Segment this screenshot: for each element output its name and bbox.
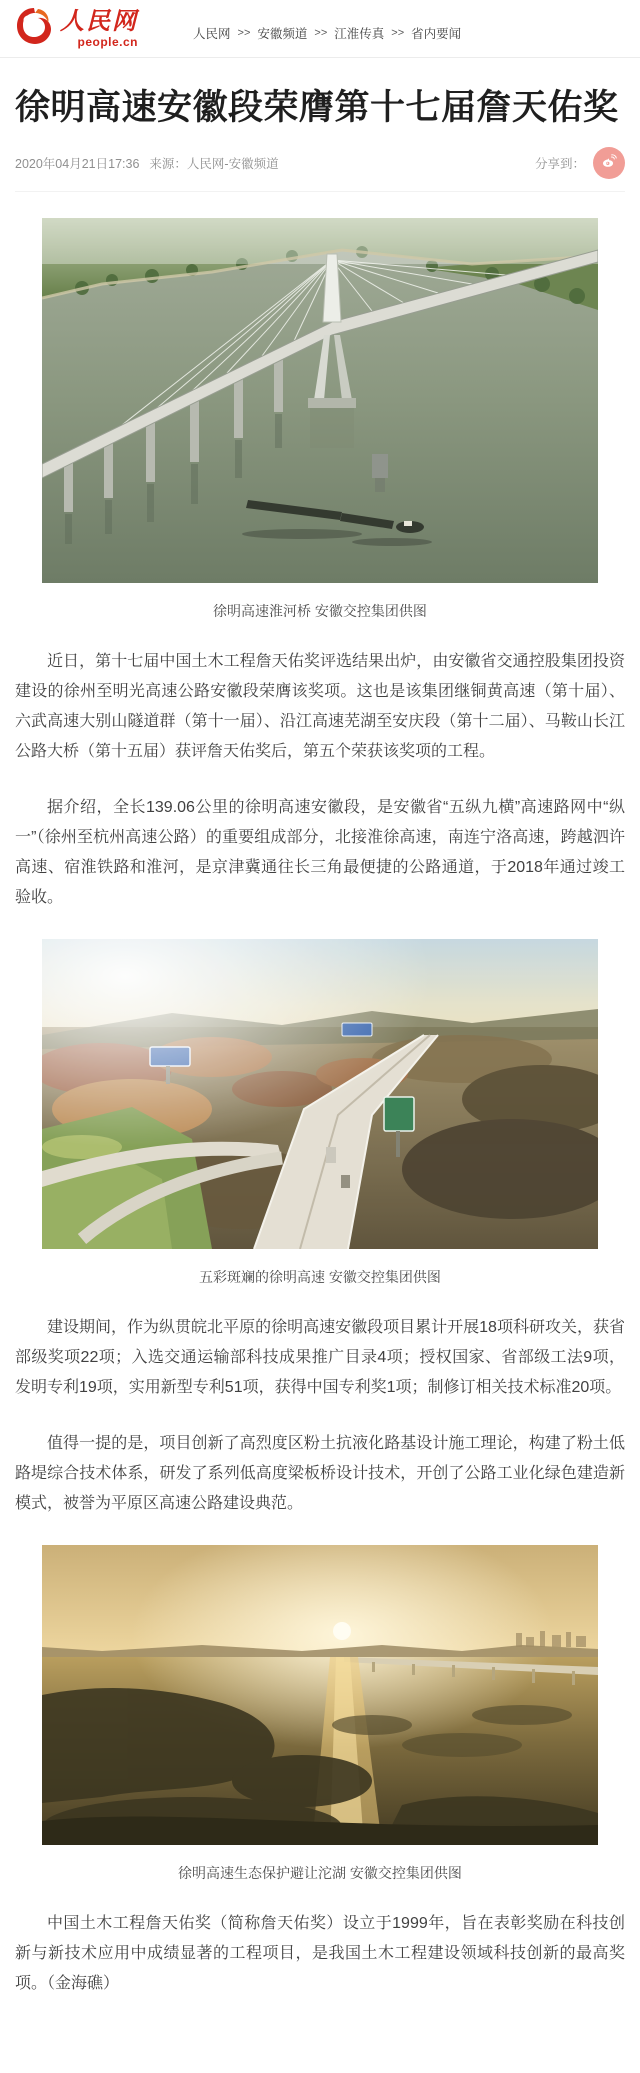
publish-datetime: 2020年04月21日17:36 [15, 157, 140, 172]
source-label: 来源： [149, 157, 187, 172]
figure-colorful-highway [42, 939, 598, 1287]
highway-photo-image [42, 939, 598, 1249]
figure-caption-highway: 五彩斑斓的徐明高速 安徽交控集团供图 [199, 1269, 441, 1286]
article-meta-row [15, 141, 625, 192]
figure-caption-wetland: 徐明高速生态保护避让沱湖 安徽交控集团供图 [178, 1865, 462, 1882]
bridge-photo-image [42, 218, 598, 583]
breadcrumb-item-anhui-channel[interactable]: 安徽频道 [257, 26, 308, 41]
article-meta [15, 154, 279, 172]
weibo-icon [600, 153, 618, 174]
article-main [0, 84, 640, 1999]
site-header [0, 0, 640, 58]
breadcrumb-item-jianghuai[interactable]: 江淮传真 [334, 26, 385, 41]
breadcrumb [193, 24, 461, 42]
figure-tuohu-wetland [42, 1545, 598, 1883]
weibo-share-button[interactable] [593, 147, 625, 179]
article-paragraph-1: 近日，第十七届中国土木工程詹天佑奖评选结果出炉，由安徽省交通控股集团投资建设的徐州至明光高速公路安徽段荣膺该奖项。这也是该集团继铜黄高速（第十届）、六武高速大别山隧道群（第十一届）、沿江高速芜湖至安庆段（第十二届）、马鞍山长江公路大桥（第十五届）获评詹天佑奖后，第五个荣获该奖项的工程。 [15, 653, 625, 761]
article-paragraph-2: 据介绍，全长139.06公里的徐明高速安徽段，是安徽省“五纵九横”高速路网中“纵一”（徐州至杭州高速公路）的重要组成部分，北接淮徐高速，南连宁洛高速，跨越泗许高速、宿淮铁路和淮河，是京津冀通往长三角最便捷的公路通道，于2018年通过竣工验收。 [15, 799, 625, 907]
figure-caption-bridge: 徐明高速淮河桥 安徽交控集团供图 [213, 603, 427, 620]
people-cn-logo[interactable] [14, 6, 138, 51]
source-link[interactable]: 人民网-安徽频道 [186, 157, 279, 172]
breadcrumb-item-province-news[interactable]: 省内要闻 [411, 26, 462, 41]
logo-brand-en: people.cn [77, 34, 138, 49]
share-area [535, 147, 625, 179]
breadcrumb-separator: >> [391, 26, 405, 39]
article-paragraph-4: 值得一提的是，项目创新了高烈度区粉土抗液化路基设计施工理论，构建了粉土低路堤综合技术体系，研发了系列低高度梁板桥设计技术，开创了公路工业化绿色建造新模式，被誉为平原区高速公路建设典范。 [15, 1435, 625, 1513]
breadcrumb-item-people[interactable]: 人民网 [193, 26, 231, 41]
breadcrumb-separator: >> [314, 26, 328, 39]
article-paragraph-5: 中国土木工程詹天佑奖（简称詹天佑奖）设立于1999年，旨在表彰奖励在科技创新与新技术应用中成绩显著的工程项目，是我国土木工程建设领域科技创新的最高奖项。（金海礁） [15, 1915, 625, 1993]
article-paragraph-3: 建设期间，作为纵贯皖北平原的徐明高速安徽段项目累计开展18项科研攻关，获省部级奖项22项；入选交通运输部科技成果推广目录4项；授权国家、省部级工法9项，发明专利19项，实用新型专利51项，获得中国专利奖1项；制修订相关技术标准20项。 [15, 1319, 625, 1397]
page-title: 徐明高速安徽段荣膺第十七届詹天佑奖 [15, 88, 619, 127]
people-logo-icon [14, 6, 54, 51]
share-label: 分享到： [534, 157, 585, 172]
logo-text [60, 7, 138, 49]
figure-huaihe-bridge [42, 218, 598, 621]
wetland-photo-image [42, 1545, 598, 1845]
logo-brand-cn: 人民网 [60, 7, 138, 35]
breadcrumb-separator: >> [237, 26, 251, 39]
